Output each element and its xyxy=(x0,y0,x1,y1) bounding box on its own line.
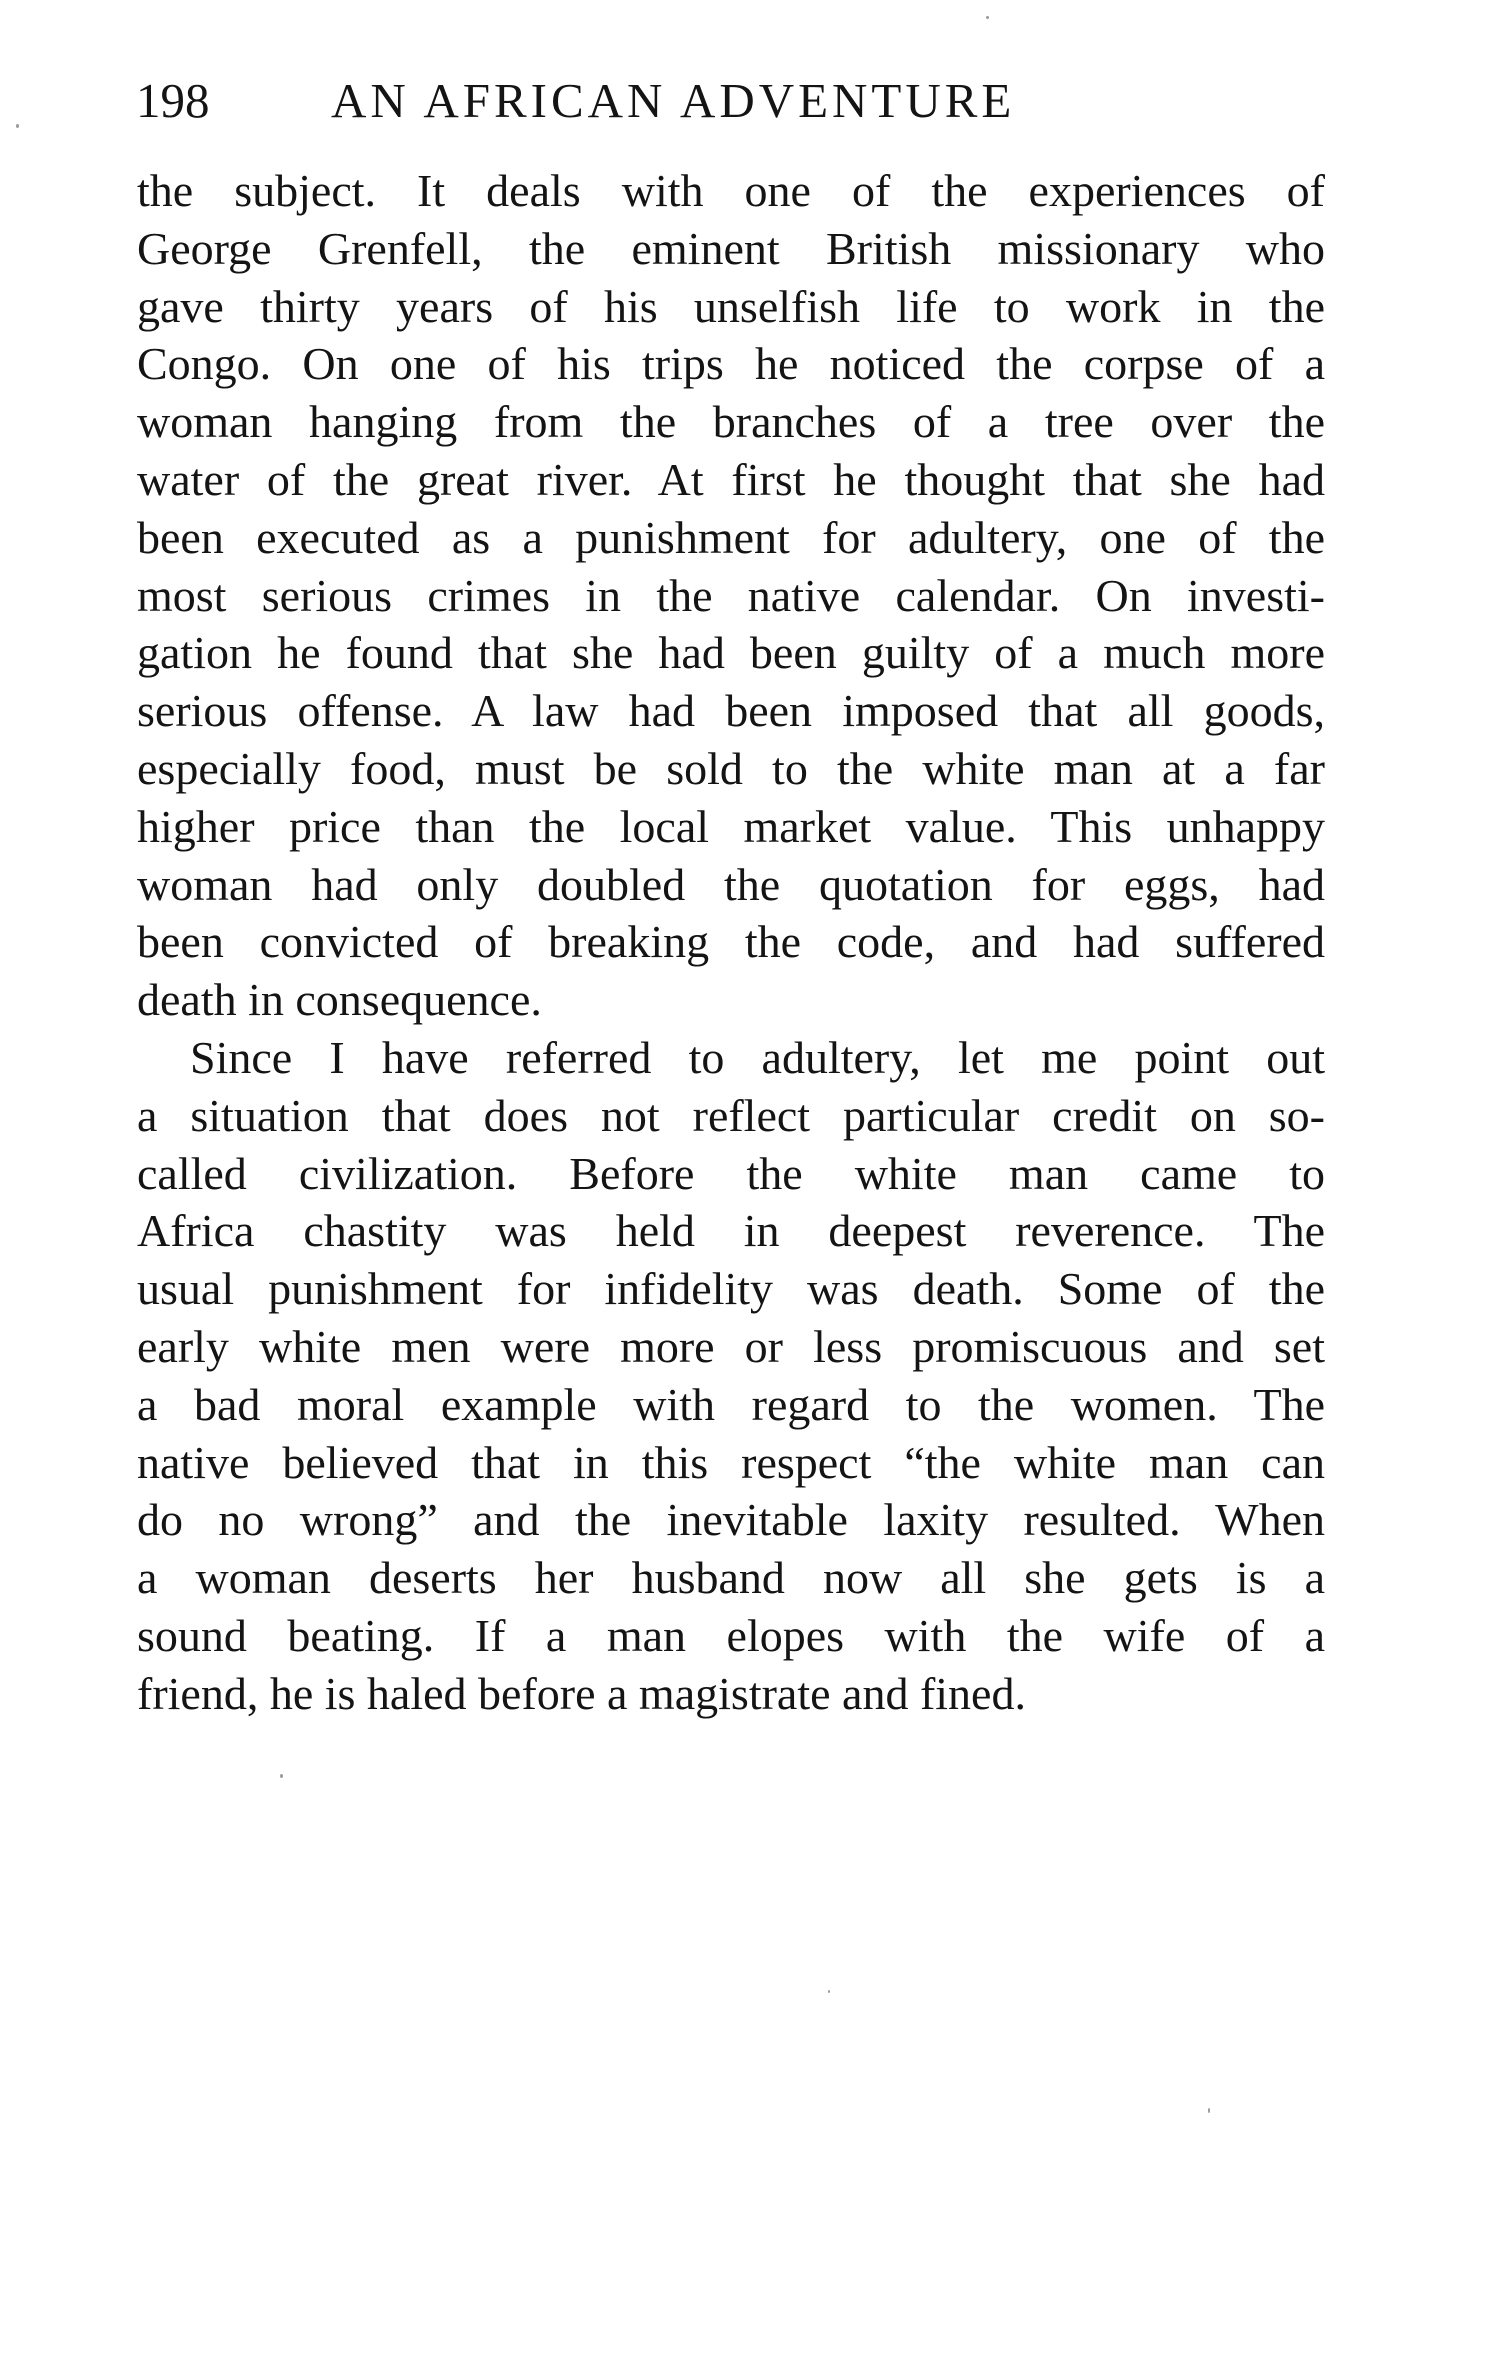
text-line: early white men were more or less promiscuous and set xyxy=(137,1320,1325,1372)
text-line: a woman deserts her husband now all she gets is a xyxy=(137,1552,1325,1604)
text-line: been executed as a punishment for adultery, one of the xyxy=(137,511,1325,563)
text-line: a bad moral example with regard to the women. The xyxy=(137,1378,1325,1430)
scan-speck xyxy=(16,124,19,128)
text-line: Africa chastity was held in deepest reverence. The xyxy=(137,1205,1325,1257)
text-line: gation he found that she had been guilty of a much more xyxy=(137,627,1325,679)
text-line: Congo. On one of his trips he noticed the corpse of a xyxy=(137,338,1325,390)
text-line: the subject. It deals with one of the experiences of xyxy=(137,165,1325,216)
text-line: Since I have referred to adultery, let me point out xyxy=(190,1031,1325,1083)
page-header xyxy=(136,66,1336,136)
text-line: do no wrong” and the inevitable laxity resulted. When xyxy=(137,1494,1325,1546)
text-line: water of the great river. At first he thought that she had xyxy=(137,453,1325,505)
scan-speck xyxy=(1208,2108,1210,2113)
body-text xyxy=(137,162,1325,1723)
page-number: 198 xyxy=(136,73,210,128)
scan-speck xyxy=(986,16,989,19)
text-line: friend, he is haled before a magistrate and fined. xyxy=(137,1667,1026,1719)
text-line: George Grenfell, the eminent British missionary who xyxy=(137,222,1325,274)
text-line: called civilization. Before the white man came to xyxy=(137,1147,1325,1199)
text-line: most serious crimes in the native calendar. On investi- xyxy=(137,569,1325,621)
scan-speck xyxy=(280,1774,283,1778)
text-line: death in consequence. xyxy=(137,974,542,1026)
text-line: been convicted of breaking the code, and had suffered xyxy=(137,916,1325,968)
scan-speck xyxy=(828,1990,830,1993)
paragraph-2 xyxy=(137,1029,1325,1723)
text-line: woman had only doubled the quotation for eggs, had xyxy=(137,858,1325,910)
text-line: usual punishment for infidelity was death. Some of the xyxy=(137,1263,1325,1315)
text-line: woman hanging from the branches of a tree over the xyxy=(137,396,1325,448)
paragraph-1 xyxy=(137,162,1325,1029)
text-line: native believed that in this respect “the white man can xyxy=(137,1436,1325,1488)
text-line: gave thirty years of his unselfish life to work in the xyxy=(137,280,1325,332)
text-line: higher price than the local market value. This unhappy xyxy=(137,800,1325,852)
text-line: a situation that does not reflect particular credit on so- xyxy=(137,1089,1325,1141)
text-line: sound beating. If a man elopes with the wife of a xyxy=(137,1609,1325,1661)
text-line: serious offense. A law had been imposed that all goods, xyxy=(137,685,1325,737)
running-title: AN AFRICAN ADVENTURE xyxy=(331,73,1016,128)
text-line: especially food, must be sold to the white man at a far xyxy=(137,742,1325,794)
